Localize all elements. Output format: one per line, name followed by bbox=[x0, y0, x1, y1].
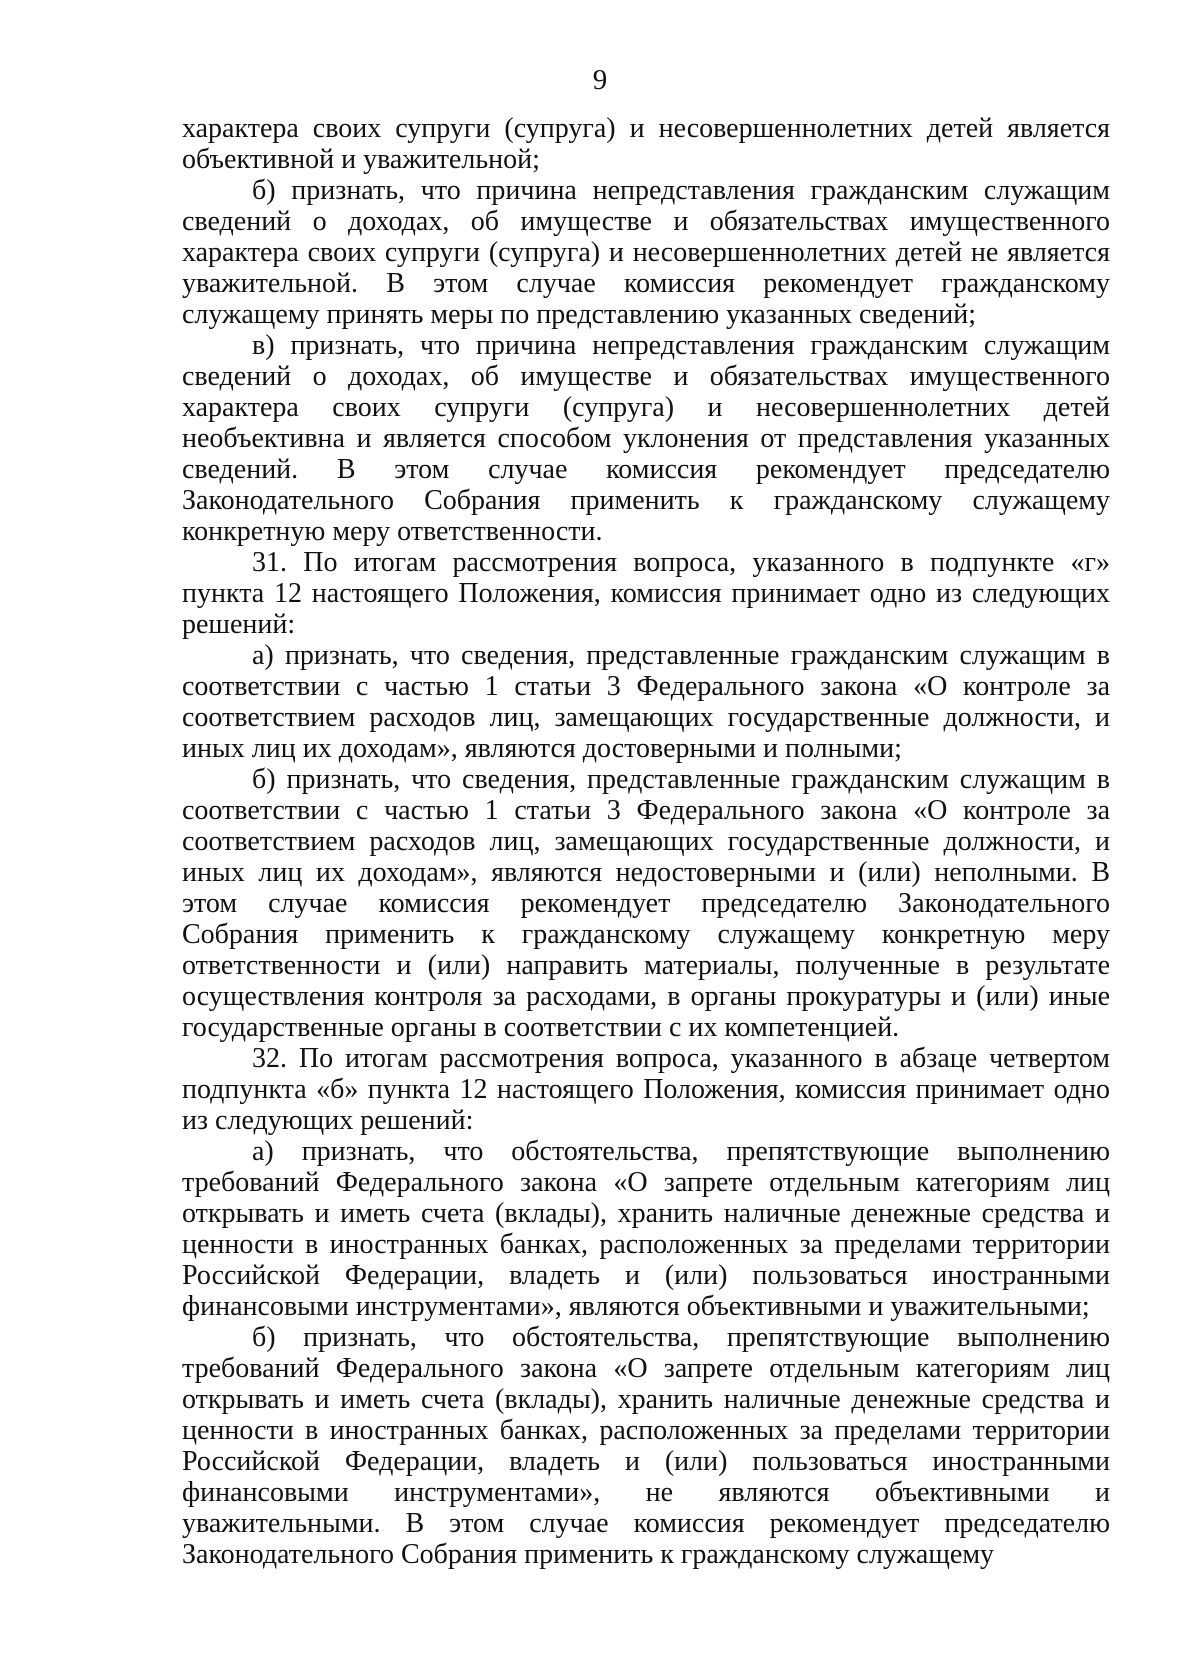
paragraph-31b: б) признать, что сведения, представленные гражданским служащим в соответствии с частью 1 статьи 3 Федерального закона «О контроле за соответствием расходов лиц, замещающих государственные должности, и иных лиц их доходам», являются недостоверными и (или) неполными. В этом случае комиссия рекомендует председателю Законодательного Собрания применить к гражданскому служащему конкретную меру ответственности и (или) направить материалы, полученные в результате осуществления контроля за расходами, в органы прокуратуры и (или) иные государственные органы в соответствии с их компетенцией. bbox=[182, 764, 1110, 1043]
page-number: 9 bbox=[592, 64, 608, 96]
paragraph-30b: б) признать, что причина непредставления гражданским служащим сведений о доходах, об имуществе и обязательствах имущественного характера своих супруги (супруга) и несовершеннолетних детей не является уважительной. В этом случае комиссия рекомендует гражданскому служащему принять меры по представлению указанных сведений; bbox=[182, 175, 1110, 330]
paragraph-31: 31. По итогам рассмотрения вопроса, указанного в подпункте «г» пункта 12 настоящего Положения, комиссия принимает одно из следующих решений: bbox=[182, 547, 1110, 640]
paragraph-30v: в) признать, что причина непредставления гражданским служащим сведений о доходах, об имуществе и обязательствах имущественного характера своих супруги (супруга) и несовершеннолетних детей необъективна и является способом уклонения от представления указанных сведений. В этом случае комиссия рекомендует председателю Законодательного Собрания применить к гражданскому служащему конкретную меру ответственности. bbox=[182, 330, 1110, 547]
paragraph-31a: а) признать, что сведения, представленные гражданским служащим в соответствии с частью 1 статьи 3 Федерального закона «О контроле за соответствием расходов лиц, замещающих государственные должности, и иных лиц их доходам», являются достоверными и полными; bbox=[182, 640, 1110, 764]
paragraph-32: 32. По итогам рассмотрения вопроса, указанного в абзаце четвертом подпункта «б» пункта 12 настоящего Положения, комиссия принимает одно из следующих решений: bbox=[182, 1043, 1110, 1136]
paragraph-continuation: характера своих супруги (супруга) и несовершеннолетних детей является объективной и уважительной; bbox=[182, 113, 1110, 175]
paragraph-32b: б) признать, что обстоятельства, препятствующие выполнению требований Федерального закона «О запрете отдельным категориям лиц открывать и иметь счета (вклады), хранить наличные денежные средства и ценности в иностранных банках, расположенных за пределами территории Российской Федерации, владеть и (или) пользоваться иностранными финансовыми инструментами», не являются объективными и уважительными. В этом случае комиссия рекомендует председателю Законодательного Собрания применить к гражданскому служащему bbox=[182, 1322, 1110, 1570]
paragraph-32a: а) признать, что обстоятельства, препятствующие выполнению требований Федерального закона «О запрете отдельным категориям лиц открывать и иметь счета (вклады), хранить наличные денежные средства и ценности в иностранных банках, расположенных за пределами территории Российской Федерации, владеть и (или) пользоваться иностранными финансовыми инструментами», являются объективными и уважительными; bbox=[182, 1136, 1110, 1322]
document-body bbox=[182, 113, 1110, 1570]
